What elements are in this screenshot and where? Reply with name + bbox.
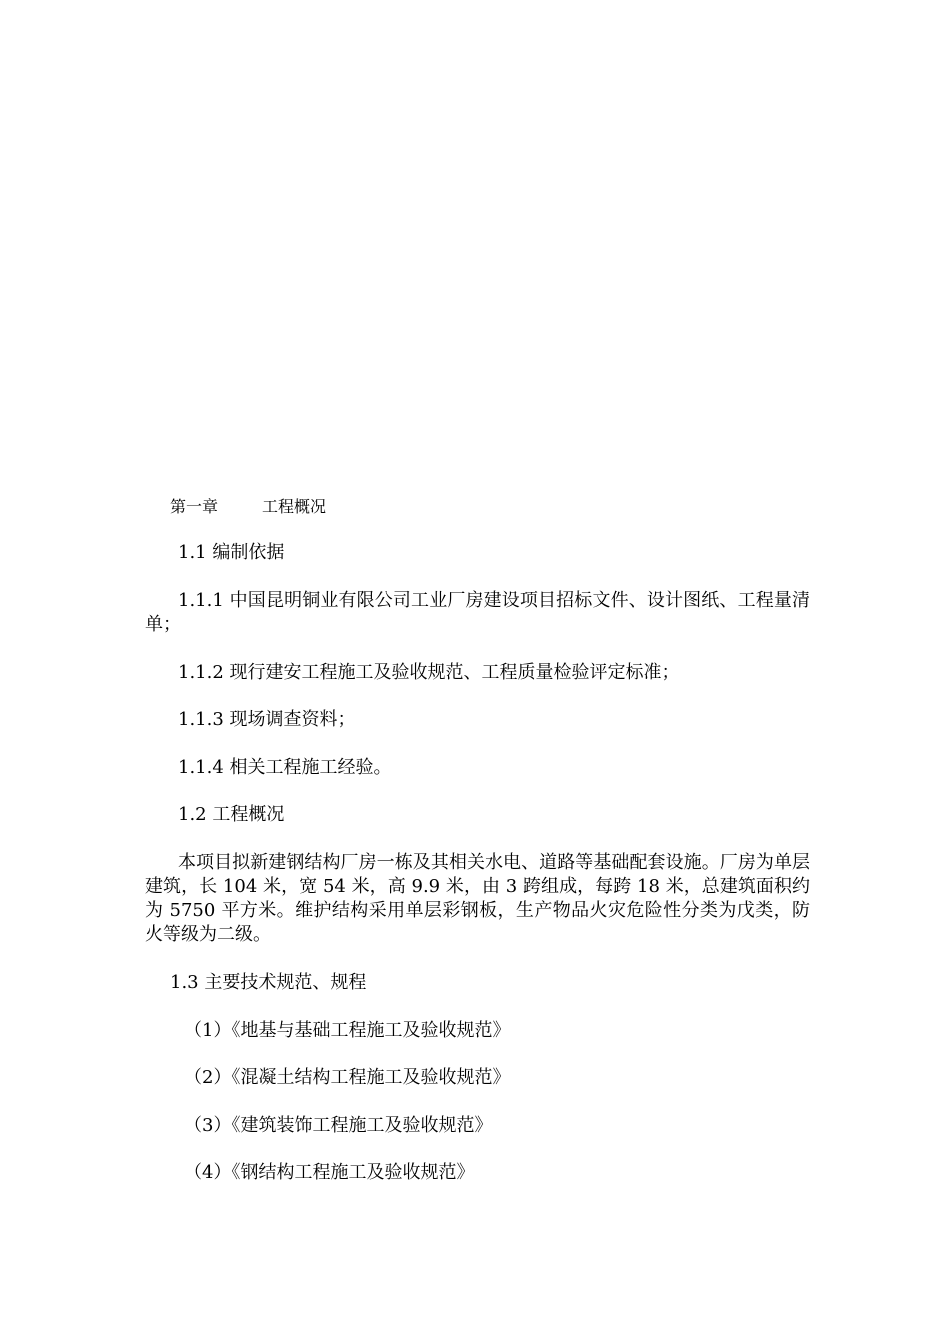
chapter-number: 第一章: [170, 497, 219, 516]
standard-item: （3）《建筑装饰工程施工及验收规范》: [184, 1115, 493, 1136]
section-1-3-heading: 1.3 主要技术规范、规程: [170, 972, 367, 993]
item-1-1-2: 1.1.2 现行建安工程施工及验收规范、工程质量检验评定标准；: [178, 662, 680, 683]
standard-item: （1）《地基与基础工程施工及验收规范》: [184, 1020, 511, 1041]
item-1-1-3: 1.1.3 现场调查资料；: [178, 709, 356, 730]
item-1-1-1: 1.1.1 中国昆明铜业有限公司工业厂房建设项目招标文件、设计图纸、工程量清单；: [145, 590, 810, 635]
section-1-1-heading: 1.1 编制依据: [178, 542, 285, 563]
standard-item: （4）《钢结构工程施工及验收规范》: [184, 1162, 475, 1183]
standard-item: （2）《混凝土结构工程施工及验收规范》: [184, 1067, 511, 1088]
section-1-2-heading: 1.2 工程概况: [178, 804, 285, 825]
chapter-title: 工程概况: [262, 497, 327, 516]
item-1-1-4: 1.1.4 相关工程施工经验。: [178, 757, 392, 778]
overview-paragraph: 本项目拟新建钢结构厂房一栋及其相关水电、道路等基础配套设施。厂房为单层建筑，长 104 米，宽 54 米，高 9.9 米，由 3 跨组成，每跨 18 米，总建筑面积约为 5750 平方米。维护结构采用单层彩钢板，生产物品火灾危险性分类为戊类，防火等级为二级。: [145, 852, 810, 945]
chapter-heading: [170, 496, 326, 518]
